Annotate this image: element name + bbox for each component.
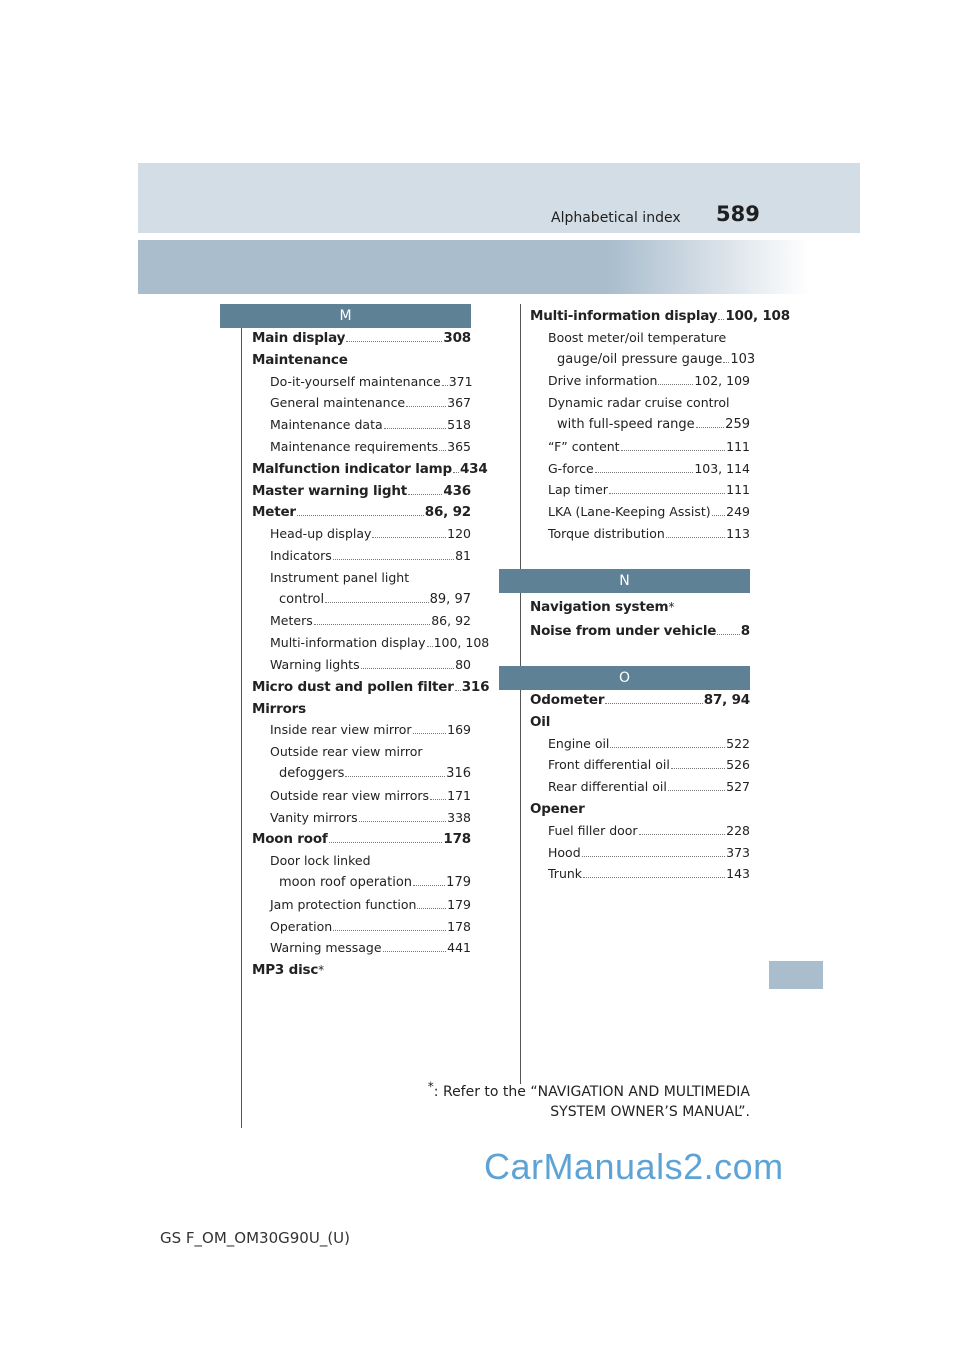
entry-page-ref: 436 (443, 482, 471, 499)
index-entry (530, 776, 750, 798)
dot-leader (383, 951, 447, 952)
dot-leader (417, 908, 446, 909)
entry-label: Drive information (548, 373, 658, 389)
dot-leader (453, 472, 459, 473)
entry-page-ref: 526 (726, 757, 750, 773)
entry-page-ref: 111 (726, 438, 750, 454)
entry-page-ref: 527 (726, 779, 750, 795)
entry-page-ref: 522 (726, 735, 750, 751)
entry-page-ref: 113 (726, 526, 750, 541)
index-entry (530, 349, 756, 371)
index-entry: MP3 disc * (252, 959, 471, 981)
dot-leader (583, 877, 725, 878)
entry-label: Fuel filler door (548, 822, 638, 838)
entry-page-ref: 111 (726, 482, 750, 498)
index-entry (530, 305, 790, 327)
entry-page-ref: 178 (447, 918, 471, 934)
entry-page-ref: 103 (730, 351, 756, 367)
index-entry (252, 872, 471, 894)
dot-leader (314, 624, 431, 625)
dot-leader (346, 341, 442, 342)
watermark: CarManuals2.com (484, 1146, 784, 1187)
entry-label: Multi-information display (270, 635, 426, 651)
dot-leader (384, 428, 447, 429)
entry-label: Odometer (530, 692, 605, 708)
index-entry (530, 501, 750, 523)
entry-label: Outside rear view mirror (270, 744, 423, 760)
entry-label: Inside rear view mirror (270, 722, 412, 738)
dot-leader (666, 537, 725, 538)
dot-leader (413, 733, 447, 734)
dot-leader (413, 885, 445, 886)
entry-label: Rear differential oil (548, 779, 667, 795)
footnote-line2: SYSTEM OWNER’S MANUAL”. (550, 1104, 750, 1120)
dot-leader (430, 799, 446, 800)
entry-page-ref: 86, 92 (424, 504, 471, 521)
index-entry (252, 741, 471, 763)
index-entry (252, 371, 471, 393)
page-number: 589 (716, 202, 760, 226)
entry-page-ref: 179 (446, 875, 471, 890)
entry-label: Warning lights (270, 657, 360, 672)
entry-label: Head-up display (270, 526, 372, 542)
entry-label: Moon roof (252, 831, 328, 848)
dot-leader (609, 493, 725, 494)
entry-page-ref: 249 (726, 504, 750, 520)
entry-page-ref: 100, 108 (433, 635, 490, 651)
entry-label: Noise from under vehicle (530, 622, 717, 639)
entry-label: “F” content (548, 438, 620, 454)
dot-leader (439, 450, 446, 451)
entry-page-ref: 80 (455, 657, 471, 672)
section-header-o: O (499, 666, 750, 690)
dot-leader (359, 821, 447, 822)
index-entry (252, 894, 471, 916)
entry-page-ref: 365 (447, 439, 471, 454)
section-header-n: N (499, 569, 750, 593)
dot-leader (325, 602, 429, 603)
index-entry (530, 733, 750, 755)
index-entry (530, 414, 750, 436)
center-rule (520, 304, 521, 1084)
dot-leader (718, 319, 724, 320)
entry-page-ref: 87, 94 (703, 692, 750, 708)
entry-label: Warning message (270, 940, 382, 956)
entry-label: Indicators (270, 548, 332, 563)
entry-page-ref: 371 (448, 373, 473, 389)
index-entry (252, 414, 471, 436)
index-entry (252, 828, 471, 850)
header-title: Alphabetical index (551, 210, 681, 226)
index-entry (252, 545, 471, 567)
dot-leader (717, 634, 740, 635)
entry-label: Trunk (548, 866, 583, 882)
entry-label: Master warning light (252, 482, 407, 499)
left-rule (241, 304, 242, 1128)
index-entry (252, 567, 471, 589)
entry-label: Multi-information display (530, 308, 718, 324)
entry-label: Navigation system (530, 599, 669, 615)
entry-page-ref: 169 (447, 722, 471, 738)
index-entry (530, 392, 750, 414)
entry-label: Mirrors (252, 700, 306, 717)
entry-page-ref: 434 (459, 460, 488, 477)
index-entry (530, 798, 750, 820)
entry-label: Oil (530, 713, 551, 730)
index-entry (252, 698, 471, 720)
entry-label: Operation (270, 918, 333, 934)
entry-label: Meter (252, 504, 296, 521)
entry-label: Jam protection function (270, 896, 417, 912)
index-entry (530, 370, 750, 392)
entry-page-ref: 316 (446, 766, 471, 781)
index-entry (530, 620, 750, 642)
index-entry (252, 632, 490, 654)
index-entry (252, 763, 471, 785)
entry-page-ref: 120 (447, 526, 471, 542)
dot-leader (329, 842, 443, 843)
index-entry (252, 807, 471, 829)
index-entry (530, 820, 750, 842)
dot-leader (595, 472, 694, 473)
entry-page-ref: 81 (455, 548, 471, 563)
entry-label: defoggers (279, 766, 345, 781)
side-tab (769, 961, 823, 989)
entry-label: Maintenance (252, 351, 348, 368)
index-entry (252, 654, 471, 676)
entry-page-ref: 102, 109 (694, 373, 750, 389)
dot-leader (610, 747, 725, 748)
entry-label: Maintenance requirements (270, 439, 439, 454)
entry-label: Outside rear view mirrors (270, 787, 430, 803)
entry-label: gauge/oil pressure gauge (557, 351, 723, 367)
dot-leader (372, 537, 446, 538)
index-entry (252, 392, 471, 414)
index-entry (530, 479, 750, 501)
entry-page-ref: 259 (725, 417, 750, 432)
entry-page-ref: 308 (443, 330, 471, 346)
dot-leader (333, 559, 454, 560)
index-entry (530, 327, 750, 349)
entry-label: G-force (548, 460, 594, 476)
index-entry (530, 458, 750, 480)
dot-leader (712, 515, 726, 516)
dot-leader (582, 856, 726, 857)
dot-leader (696, 427, 725, 428)
footnote (400, 1079, 750, 1122)
entry-label: LKA (Lane-Keeping Assist) (548, 504, 711, 520)
entry-page-ref: 86, 92 (431, 613, 471, 629)
dot-leader (671, 768, 725, 769)
index-entry (530, 523, 750, 545)
index-entry (252, 327, 471, 349)
dot-leader (621, 450, 726, 451)
entry-page-ref: 441 (447, 940, 471, 956)
dot-leader (345, 776, 445, 777)
entry-label: Boost meter/oil temperature (548, 329, 727, 345)
index-entry (252, 719, 471, 741)
index-entry (252, 458, 488, 480)
dot-leader (361, 668, 455, 669)
entry-label: Front differential oil (548, 757, 670, 773)
entry-label: Door lock linked (270, 853, 371, 869)
index-entry (252, 937, 471, 959)
index-entry (252, 349, 471, 371)
index-entry (252, 436, 471, 458)
footnote-line1: : Refer to the “NAVIGATION AND MULTIMEDIA (433, 1084, 750, 1100)
dot-leader (658, 384, 693, 385)
entry-page-ref: 143 (726, 866, 750, 882)
entry-label: Vanity mirrors (270, 809, 358, 825)
entry-page-ref: 100, 108 (725, 308, 790, 324)
entry-page-ref: 228 (726, 822, 750, 838)
decorative-band (138, 240, 810, 294)
entry-label: Do-it-yourself maintenance (270, 373, 441, 389)
index-entry (252, 850, 471, 872)
dot-leader (427, 646, 433, 647)
entry-page-ref: 89, 97 (429, 591, 471, 607)
dot-leader (408, 494, 442, 495)
entry-label: Micro dust and pollen filter (252, 678, 454, 695)
index-entry (252, 523, 471, 545)
entry-label: Instrument panel light (270, 569, 410, 585)
entry-label: Torque distribution (548, 526, 665, 541)
index-entry (252, 501, 471, 523)
entry-label: Lap timer (548, 482, 608, 498)
index-entry (530, 689, 750, 711)
entry-page-ref: 179 (447, 896, 471, 912)
dot-leader (442, 385, 448, 386)
entry-page-ref: 316 (461, 678, 490, 695)
index-entry (252, 785, 471, 807)
entry-label: MP3 disc (252, 962, 319, 979)
entry-label: Engine oil (548, 735, 610, 751)
entry-label: control (279, 591, 325, 607)
entry-label: Malfunction indicator lamp (252, 460, 452, 477)
index-entry (252, 589, 471, 611)
index-entry (252, 480, 471, 502)
entry-page-ref: 178 (443, 831, 471, 848)
entry-label: Dynamic radar cruise control (548, 395, 730, 411)
entry-page-ref: 367 (447, 395, 471, 411)
index-entry: Navigation system * (530, 596, 750, 618)
index-entry (252, 676, 490, 698)
entry-page-ref: 8 (740, 622, 750, 639)
entry-label: General maintenance (270, 395, 406, 411)
entry-label: Main display (252, 330, 346, 346)
section-header-m: M (220, 304, 471, 328)
entry-label: Hood (548, 844, 581, 860)
dot-leader (297, 515, 424, 516)
index-entry (530, 754, 750, 776)
dot-leader (668, 790, 725, 791)
entry-page-ref: 171 (447, 787, 471, 803)
index-entry (530, 711, 750, 733)
dot-leader (406, 406, 446, 407)
index-entry (252, 916, 471, 938)
dot-leader (333, 930, 446, 931)
dot-leader (723, 362, 729, 363)
index-entry (530, 842, 750, 864)
entry-page-ref: 518 (447, 417, 471, 433)
dot-leader (639, 834, 726, 835)
entry-label: Opener (530, 801, 585, 817)
entry-label: Maintenance data (270, 417, 383, 433)
index-entry (252, 610, 471, 632)
index-entry (530, 863, 750, 885)
dot-leader (605, 703, 702, 704)
entry-label: moon roof operation (279, 875, 413, 890)
entry-label: with full-speed range (557, 417, 695, 432)
entry-page-ref: 338 (447, 809, 471, 825)
document-id: GS F_OM_OM30G90U_(U) (160, 1229, 350, 1247)
entry-page-ref: 103, 114 (694, 460, 750, 476)
entry-page-ref: 373 (726, 844, 750, 860)
entry-label: Meters (270, 613, 313, 629)
index-entry (530, 436, 750, 458)
dot-leader (455, 690, 461, 691)
footnote-star: * (427, 1079, 434, 1094)
